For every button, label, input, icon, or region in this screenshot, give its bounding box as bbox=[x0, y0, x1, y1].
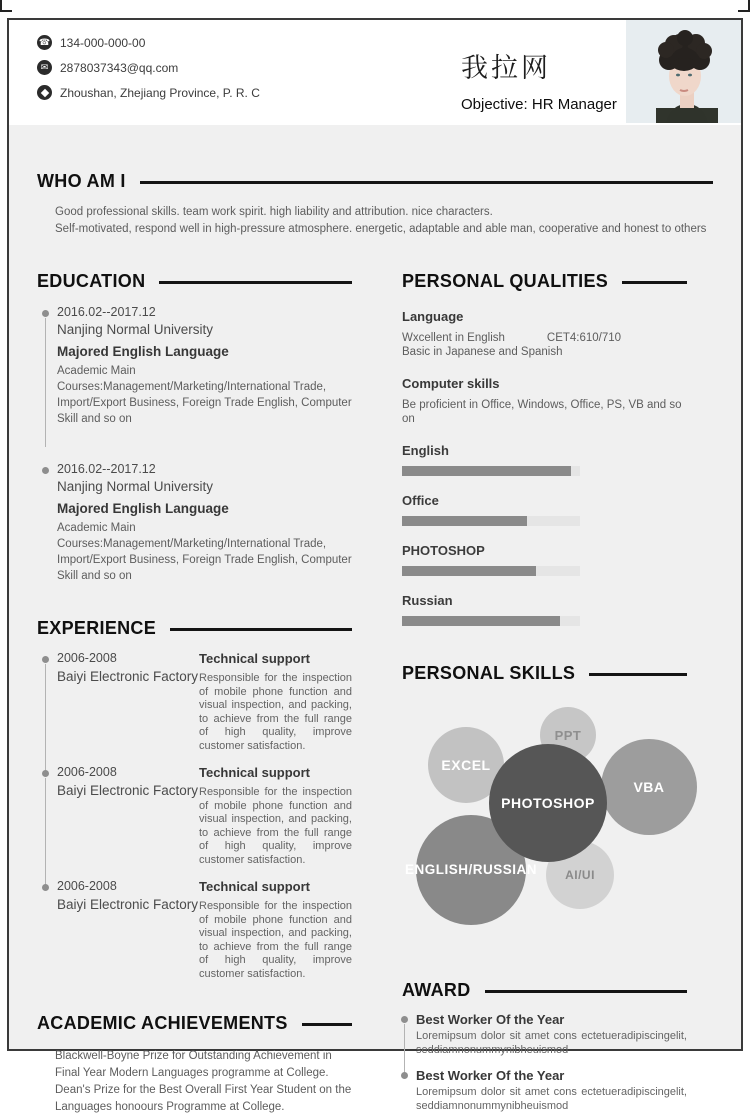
resume-body bbox=[9, 125, 741, 1113]
education-rule bbox=[159, 281, 352, 284]
experience-company: Baiyi Electronic Factory bbox=[57, 897, 199, 912]
education-courses: Academic Main Courses:Management/Marketing/International Trade, Import/Export Business, Foreign Trade English, Computer Skill and so on bbox=[57, 522, 352, 582]
skill-bar-label: Russian bbox=[402, 593, 453, 608]
computer-skills-label: Computer skills bbox=[402, 376, 500, 391]
crop-mark-top-right bbox=[738, 0, 750, 12]
bubble-photoshop: PHOTOSHOP bbox=[489, 744, 607, 862]
education-major: Majored English Language bbox=[57, 344, 229, 359]
who-am-i-rule bbox=[140, 181, 713, 184]
award-description: Loremipsum dolor sit amet cons ectetueradipiscingelit, seddiamnonummynibheuismod bbox=[416, 1086, 687, 1112]
skill-bar-label: PHOTOSHOP bbox=[402, 543, 485, 558]
experience-entry bbox=[37, 765, 352, 867]
timeline-line bbox=[45, 778, 46, 887]
experience-title: EXPERIENCE bbox=[37, 618, 157, 638]
experience-period: 2006-2008 bbox=[57, 879, 117, 893]
who-am-i-line-1: Good professional skills. team work spirit. high liability and attribution. nice characters. bbox=[55, 206, 493, 218]
section-personal-qualities bbox=[402, 271, 687, 292]
contact-phone bbox=[37, 30, 260, 55]
phone-number: 134-000-000-00 bbox=[60, 35, 146, 50]
contact-location bbox=[37, 80, 260, 105]
skill-bar-label: Office bbox=[402, 493, 439, 508]
contact-email bbox=[37, 55, 260, 80]
academic-line-1: Blackwell-Boyne Prize for Outstanding Achievement in Final Year Modern Languages programme at College. bbox=[55, 1050, 332, 1079]
experience-company: Baiyi Electronic Factory bbox=[57, 783, 199, 798]
personal-skills-rule bbox=[589, 673, 687, 676]
crop-mark-top-left bbox=[0, 0, 12, 12]
right-column bbox=[402, 271, 687, 1116]
experience-description: Responsible for the inspection of mobile phone function and visual inspection, and packing, to achieve from the full range of high quality, improve customer satisfaction. bbox=[199, 900, 352, 980]
timeline-line bbox=[45, 664, 46, 773]
profile-photo bbox=[626, 20, 741, 123]
section-education bbox=[37, 271, 352, 292]
timeline-dot bbox=[42, 884, 49, 891]
experience-role: Technical support bbox=[199, 879, 310, 894]
skill-bar-office bbox=[402, 493, 687, 526]
personal-qualities-title: PERSONAL QUALITIES bbox=[402, 271, 609, 291]
language-label: Language bbox=[402, 309, 464, 324]
skill-bar-fill bbox=[402, 566, 536, 576]
timeline-dot bbox=[401, 1016, 408, 1023]
experience-period: 2006-2008 bbox=[57, 651, 117, 665]
personal-skills-title: PERSONAL SKILLS bbox=[402, 663, 576, 683]
computer-skills-text: Be proficient in Office, Windows, Office, PS, VB and so on bbox=[402, 399, 682, 425]
who-am-i-text bbox=[37, 204, 713, 238]
experience-period: 2006-2008 bbox=[57, 765, 117, 779]
section-who-am-i bbox=[37, 171, 713, 192]
email-address: 2878037343@qq.com bbox=[60, 60, 179, 75]
language-detail bbox=[402, 331, 687, 359]
email-icon: ✉ bbox=[37, 60, 52, 75]
experience-entry bbox=[37, 879, 352, 981]
resume-sheet bbox=[7, 18, 743, 1113]
skill-bar-track bbox=[402, 616, 580, 626]
experience-entry bbox=[37, 651, 352, 753]
contact-info bbox=[37, 30, 260, 105]
education-entry bbox=[37, 305, 352, 427]
location-icon bbox=[37, 85, 52, 100]
section-award bbox=[402, 980, 687, 1001]
timeline-line bbox=[45, 318, 46, 447]
who-am-i-line-2: Self-motivated, respond well in high-pressure atmosphere. energetic, adaptable and able man, cooperative and honest to others bbox=[55, 223, 707, 235]
skill-bar-track bbox=[402, 516, 580, 526]
academic-achievements-title: ACADEMIC ACHIEVEMENTS bbox=[37, 1013, 288, 1033]
skill-bar-photoshop bbox=[402, 543, 687, 576]
bubble-english-russian: ENGLISH/RUSSIAN bbox=[416, 815, 526, 925]
education-title: EDUCATION bbox=[37, 271, 146, 291]
experience-description: Responsible for the inspection of mobile phone function and visual inspection, and packing, to achieve from the full range of high quality, improve customer satisfaction. bbox=[199, 672, 352, 752]
timeline-line bbox=[404, 1024, 405, 1073]
timeline-dot bbox=[42, 467, 49, 474]
award-entry bbox=[402, 1068, 687, 1113]
skill-bar-fill bbox=[402, 516, 527, 526]
education-courses: Academic Main Courses:Management/Marketing/International Trade, Import/Export Business, Foreign Trade English, Computer Skill and so on bbox=[57, 365, 352, 425]
skill-bar-track bbox=[402, 466, 580, 476]
header bbox=[9, 20, 741, 125]
experience-role: Technical support bbox=[199, 765, 310, 780]
language-other: Basic in Japanese and Spanish bbox=[402, 346, 563, 358]
bubble-vba: VBA bbox=[601, 739, 697, 835]
academic-achievements-rule bbox=[302, 1023, 352, 1026]
timeline-dot bbox=[42, 656, 49, 663]
language-level: Wxcellent in English bbox=[402, 332, 505, 344]
timeline-dot bbox=[401, 1072, 408, 1079]
experience-rule bbox=[170, 628, 352, 631]
award-description: Loremipsum dolor sit amet cons ectetueradipiscingelit, seddiamnonummynibheuismod bbox=[416, 1030, 687, 1056]
skill-bar-fill bbox=[402, 616, 560, 626]
experience-role: Technical support bbox=[199, 651, 310, 666]
skill-bar-track bbox=[402, 566, 580, 576]
bubble-excel: EXCEL bbox=[428, 727, 504, 803]
skill-bar-english bbox=[402, 443, 687, 476]
bubble-ppt: PPT bbox=[540, 707, 596, 763]
education-school: Nanjing Normal University bbox=[57, 479, 214, 494]
who-am-i-title: WHO AM I bbox=[37, 171, 126, 191]
phone-icon: ☎ bbox=[37, 35, 52, 50]
experience-description: Responsible for the inspection of mobile phone function and visual inspection, and packing, to achieve from the full range of high quality, improve customer satisfaction. bbox=[199, 786, 352, 866]
timeline-dot bbox=[42, 310, 49, 317]
location-text: Zhoushan, Zhejiang Province, P. R. C bbox=[60, 85, 260, 100]
experience-company: Baiyi Electronic Factory bbox=[57, 669, 199, 684]
academic-line-2: Dean's Prize for the Best Overall First Year Student on the Languages honoours Programme at College. bbox=[55, 1084, 352, 1113]
personal-qualities-rule bbox=[622, 281, 687, 284]
bubble-ai-ui: AI/UI bbox=[546, 841, 614, 909]
education-major: Majored English Language bbox=[57, 501, 229, 516]
skill-bar-fill bbox=[402, 466, 571, 476]
education-school: Nanjing Normal University bbox=[57, 322, 214, 337]
award-entry bbox=[402, 1012, 687, 1057]
skill-bar-russian bbox=[402, 593, 687, 626]
section-personal-skills bbox=[402, 663, 687, 684]
award-rule bbox=[485, 990, 688, 993]
award-name: Best Worker Of the Year bbox=[416, 1068, 565, 1083]
left-column bbox=[37, 271, 352, 1116]
award-name: Best Worker Of the Year bbox=[416, 1012, 565, 1027]
objective-text: Objective: HR Manager bbox=[461, 96, 617, 113]
timeline-dot bbox=[42, 770, 49, 777]
education-entry bbox=[37, 462, 352, 584]
education-period: 2016.02--2017.12 bbox=[57, 305, 156, 319]
skill-bar-label: English bbox=[402, 443, 449, 458]
section-experience bbox=[37, 618, 352, 639]
skill-bubbles bbox=[402, 702, 687, 954]
academic-achievements-text bbox=[37, 1048, 352, 1116]
language-cet-score: CET4:610/710 bbox=[546, 332, 622, 344]
brand-title: 我拉网 bbox=[461, 53, 551, 84]
brand-block bbox=[461, 46, 617, 113]
award-title: AWARD bbox=[402, 980, 471, 1000]
section-academic-achievements bbox=[37, 1013, 352, 1034]
education-period: 2016.02--2017.12 bbox=[57, 462, 156, 476]
